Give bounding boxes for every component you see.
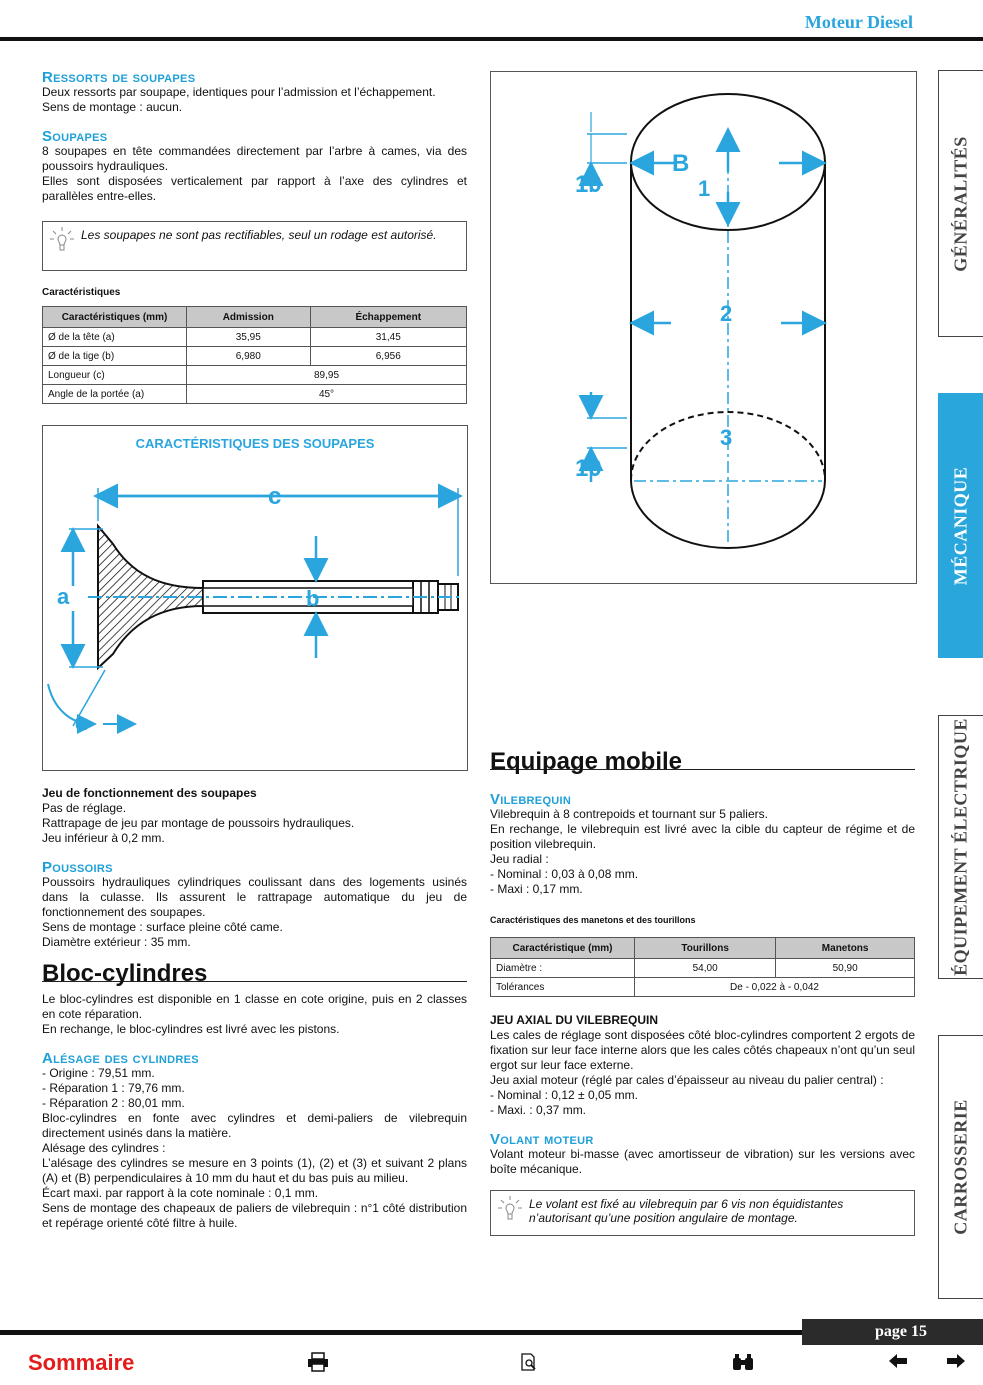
table-header: Caractéristique (mm) [491,938,635,959]
table-cell: 54,00 [635,959,776,978]
table-row [491,959,915,978]
note-box [490,1190,915,1236]
paragraph: Deux ressorts par soupape, identiques pour l’admission et l’échappement. [42,85,436,99]
dim-10-top-label: 10 [575,171,602,198]
printer-icon[interactable] [307,1352,329,1378]
table-header: Tourillons [635,938,776,959]
paragraph: L’alésage des cylindres se mesure en 3 points (1), (2) et (3) et suivant 2 plans (A) et (B) perpendiculaires à 10 mm du haut et du bas puis au milieu. [42,1156,467,1185]
table-cell: Angle de la portée (a) [43,385,187,404]
right-column [490,748,915,1236]
table-cell: 35,95 [187,328,311,347]
table-header: Échappement [310,307,467,328]
paragraph: - Nominal : 0,12 ± 0,05 mm. [490,1088,638,1102]
table-header: Admission [187,307,311,328]
paragraph: Elles sont disposées verticalement par rapport à l’axe des cylindres et parallèles entre-elles. [42,174,467,203]
header-rule [0,37,983,41]
paragraph: En rechange, le bloc-cylindres est livré avec les pistons. [42,1022,340,1036]
tab-label: CARROSSERIE [950,1099,971,1235]
lightbulb-icon [497,1195,523,1221]
note-text: Le volant est fixé au vilebrequin par 6 vis non équidistantes n’autorisant qu’une position angulaire de montage. [529,1197,844,1225]
table-cell: 6,980 [187,347,311,366]
chapter-title: Equipage mobile [490,754,915,770]
subsection-title: Jeu de fonctionnement des soupapes [42,786,257,800]
paragraph: Diamètre extérieur : 35 mm. [42,935,191,949]
paragraph: Rattrapage de jeu par montage de poussoirs hydrauliques. [42,816,355,830]
paragraph: Sens de montage des chapeaux de paliers de vilebrequin : n°1 côté distribution et repérage orienté côté filtre à huile. [42,1201,467,1230]
table-header: Manetons [776,938,915,959]
table-cell: Longueur (c) [43,366,187,385]
table-row [491,978,915,997]
paragraph: - Maxi. : 0,37 mm. [490,1103,587,1117]
section-title: Soupapes [42,128,108,145]
paragraph: Sens de montage : surface pleine côté came. [42,920,283,934]
valve-diagram [43,426,467,770]
chapter-title: Bloc-cylindres [42,966,467,982]
table-cell: 89,95 [187,366,467,385]
paragraph: Sens de montage : aucun. [42,100,183,114]
tab-mecanique[interactable] [938,393,983,658]
subsection-title: JEU AXIAL DU VILEBREQUIN [490,1013,659,1027]
crankshaft-table [490,937,915,997]
dim-c-label: c [268,483,282,510]
valve-figure [42,425,468,771]
point-1-label: 1 [698,176,711,201]
cylinder-diagram [491,72,916,583]
paragraph: Écart maxi. par rapport à la cote nominale : 0,1 mm. [42,1186,319,1200]
paragraph: Le bloc-cylindres est disponible en 1 classe en cote origine, puis en 2 classes en cote réparation. [42,992,467,1021]
arrow-right-icon[interactable] [946,1352,966,1376]
plane-a-label: A [720,130,738,157]
paragraph: Volant moteur bi-masse (avec amortisseur de vibration) sur les versions avec boîte mécanique. [490,1147,915,1176]
note-box [42,221,467,271]
paragraph: - Nominal : 0,03 à 0,08 mm. [490,867,639,881]
table-label: Caractéristiques des manetons et des tourillons [490,915,696,925]
paragraph: Bloc-cylindres en fonte avec cylindres et demi-paliers de vilebrequin directement usinés dans la matière. [42,1111,467,1140]
left-column-lower [42,786,467,1231]
table-label: Caractéristiques [42,287,121,298]
paragraph: En rechange, le vilebrequin est livré avec la cible du capteur de régime et de position vilebrequin. [490,822,915,851]
paragraph: Jeu radial : [490,852,549,866]
point-3-label: 3 [720,425,733,450]
paragraph: - Réparation 1 : 79,76 mm. [42,1081,185,1095]
dim-10-bottom-label: 10 [575,455,602,482]
paragraph: - Origine : 79,51 mm. [42,1066,155,1080]
section-title: Volant moteur [490,1131,594,1148]
header-title: Moteur Diesel [804,12,913,32]
sommaire-link[interactable]: Sommaire [28,1350,135,1375]
table-row [43,347,467,366]
paragraph: Les cales de réglage sont disposées côté bloc-cylindres comportent 2 ergots de fixation sur leur face interne alors que les cales côtés chapeaux n’ont qu’un seul ergot sur leur face externe. [490,1028,915,1072]
tab-generalites[interactable] [938,70,983,337]
section-title: Alésage des cylindres [42,1050,199,1067]
table-cell: Diamètre : [491,959,635,978]
cylinder-figure [490,71,917,584]
plane-b-label: B [672,150,690,177]
tab-label: ÉQUIPEMENT ÉLECTRIQUE [950,718,971,976]
table-cell: Ø de la tige (b) [43,347,187,366]
paragraph: Poussoirs hydrauliques cylindriques coulissant dans des logements usinés dans la culasse. Ils assurent le rattrapage automatique du jeu de fonctionnement des soupapes. [42,875,467,919]
table-row [43,366,467,385]
table-row [43,328,467,347]
table-cell: Ø de la tête (a) [43,328,187,347]
left-column [42,70,467,404]
paragraph: - Réparation 2 : 80,01 mm. [42,1096,185,1110]
tab-label: GÉNÉRALITÉS [950,135,971,272]
zoom-page-icon[interactable] [520,1352,538,1378]
valve-specs-table [42,306,467,404]
figure-title: CARACTÉRISTIQUES DES SOUPAPES [135,436,375,451]
table-header: Caractéristiques (mm) [43,307,187,328]
paragraph: Vilebrequin à 8 contrepoids et tournant sur 5 paliers. [490,807,768,821]
point-2-label: 2 [720,301,733,326]
paragraph: Pas de réglage. [42,801,127,815]
section-title: Ressorts de soupapes [42,69,196,86]
table-row [43,385,467,404]
tab-equipement-electrique[interactable] [938,715,983,979]
table-cell: 6,956 [310,347,467,366]
lightbulb-icon [49,226,75,252]
page-number: page 15 [802,1319,983,1345]
dim-a-label: a [57,584,70,609]
table-cell: 31,45 [310,328,467,347]
paragraph: Jeu inférieur à 0,2 mm. [42,831,165,845]
dim-b-label: b [306,586,320,611]
section-title: Vilebrequin [490,791,572,808]
section-title: Poussoirs [42,859,113,876]
table-cell: 50,90 [776,959,915,978]
angle-alpha-label: α [75,713,88,735]
table-cell: De - 0,022 à - 0,042 [635,978,915,997]
tab-carrosserie[interactable] [938,1035,983,1299]
paragraph: Alésage des cylindres : [42,1141,166,1155]
tab-label: MÉCANIQUE [950,466,971,585]
binoculars-icon[interactable] [731,1352,755,1378]
table-cell: 45° [187,385,467,404]
paragraph: Jeu axial moteur (réglé par cales d’épaisseur au niveau du palier central) : [490,1073,884,1087]
table-cell: Tolérances [491,978,635,997]
note-text: Les soupapes ne sont pas rectifiables, seul un rodage est autorisé. [81,228,437,242]
arrow-left-icon[interactable] [888,1352,908,1376]
paragraph: 8 soupapes en tête commandées directement par l’arbre à cames, via des poussoirs hydrauliques. [42,144,467,173]
paragraph: - Maxi : 0,17 mm. [490,882,583,896]
